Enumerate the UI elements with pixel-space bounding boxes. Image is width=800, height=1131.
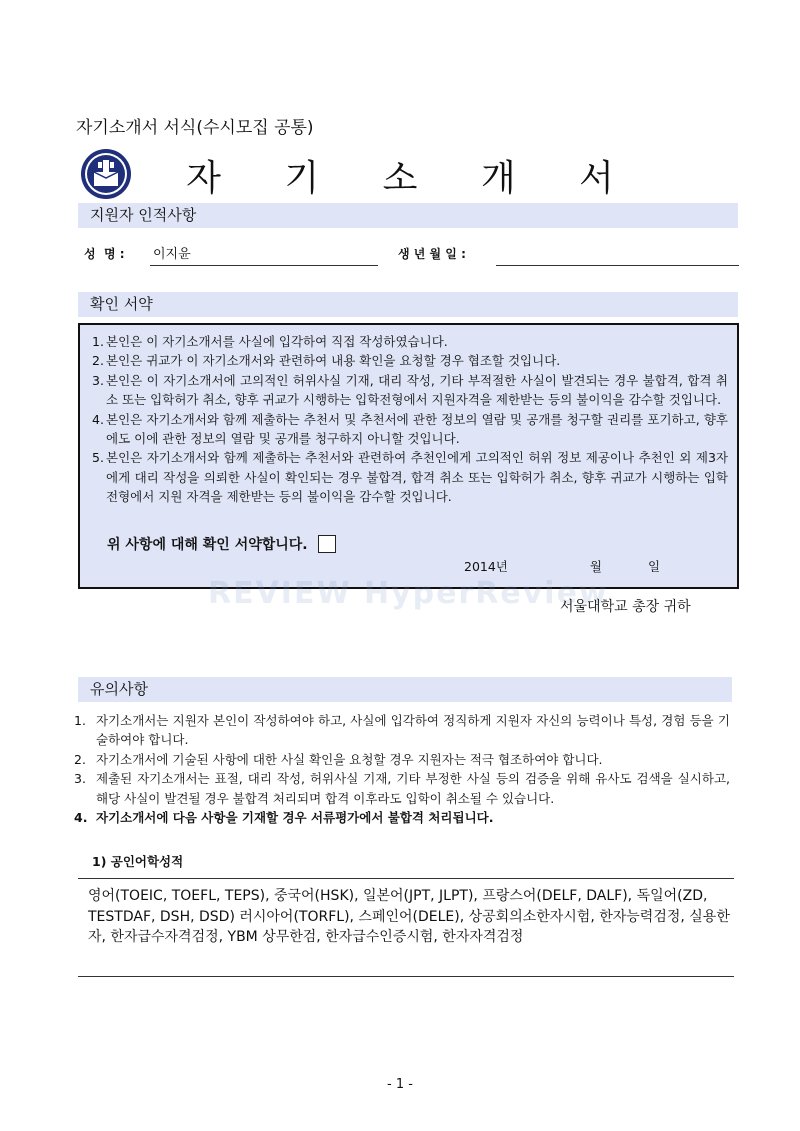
pledge-item: 3. 본인은 이 자기소개서에 고의적인 허위사실 기재, 대리 작성, 기타 부적절한 사실이 발견되는 경우 불합격, 합격 취소 또는 입학허가 취소, 향후 귀교가 시행하는 입학전형에서 지원자격을 제한받는 등의 불이익을 감수할 것입니다. xyxy=(92,372,728,408)
dob-field[interactable] xyxy=(496,265,739,266)
notice-item: 3. 제출된 자기소개서는 표절, 대리 작성, 허위사실 기재, 기타 부정한 사실 등의 검증을 위해 유사도 검색을 실시하고, 해당 사실이 발견될 경우 불합격 처리되며 합격 이후라도 입학이 취소될 수 있습니다. xyxy=(74,771,730,806)
name-underline xyxy=(150,265,378,266)
section-pledge: 확인 서약 xyxy=(78,292,738,317)
section-notice: 유의사항 xyxy=(78,677,732,702)
pledge-list xyxy=(92,332,728,507)
section-applicant-info: 지원자 인적사항 xyxy=(78,203,738,228)
document-title: 자 기 소 개 서 xyxy=(186,158,640,199)
notice-list xyxy=(74,711,730,827)
pledge-item: 2. 본인은 귀교가 이 자기소개서와 관련하여 내용 확인을 요청할 경우 협조할 것입니다. xyxy=(92,353,561,369)
form-label: 자기소개서 서식(수시모집 공통) xyxy=(76,118,314,138)
pledge-checkbox[interactable] xyxy=(318,535,336,553)
notice-item: 2. 자기소개서에 기술된 사항에 대한 사실 확인을 요청할 경우 지원자는 적극 협조하여야 합니다. xyxy=(74,751,603,767)
pledge-item: 4. 본인은 자기소개서와 함께 제출하는 추천서 및 추천서에 관한 정보의 열람 및 공개를 청구할 권리를 포기하고, 향후에도 이에 관한 정보의 열람 및 공개를 청구하지 아니할 것입니다. xyxy=(92,411,728,447)
pledge-item: 5. 본인은 자기소개서와 함께 제출하는 추천서와 관련하여 추천인에게 고의적인 허위 정보 제공이나 추천인 외 제3자에게 대리 작성을 의뢰한 사실이 확인되는 경우 불합격, 합격 취소 또는 입학허가 취소, 향후 귀교가 시행하는 입학전형에서 지원 자격을 제한받는 등의 불이익을 감수할 것입니다. xyxy=(92,450,728,505)
divider xyxy=(78,976,734,977)
pledge-item: 1. 본인은 이 자기소개서를 사실에 입각하여 직접 작성하였습니다. xyxy=(92,334,448,349)
date-day: 일 xyxy=(647,559,661,574)
name-value[interactable]: 이지윤 xyxy=(153,247,191,262)
name-label: 성 명 : xyxy=(84,247,125,261)
language-test-list: 영어(TOEIC, TOEFL, TEPS), 중국어(HSK), 일본어(JPT, JLPT), 프랑스어(DELF, DALF), 독일어(ZD, TESTDAF, DSH, DSD) 러시아어(TORFL), 스페인어(DELE), 상공회의소한자시험, 한자능력검정, 실용한자, 한자급수자격검정, YBM 상무한검, 한자급수인증시험, 한자자격검정 xyxy=(88,888,730,945)
pledge-date xyxy=(464,557,688,575)
pledge-confirm-text: 위 사항에 대해 확인 서약합니다. xyxy=(107,537,308,553)
addressee: 서울대학교 총장 귀하 xyxy=(560,599,691,615)
divider xyxy=(78,878,734,879)
notice-item: 4. 자기소개서에 다음 사항을 기재할 경우 서류평가에서 불합격 처리됩니다. xyxy=(74,810,494,826)
watermark: REVIEW HyperReview xyxy=(208,576,609,611)
page-number: - 1 - xyxy=(387,1077,413,1092)
notice-item: 1. 자기소개서는 지원자 본인이 작성하여야 하고, 사실에 입각하여 정직하게 지원자 자신의 능력이나 특성, 경험 등을 기술하여야 합니다. xyxy=(74,713,730,748)
sub-heading-language-scores: 1) 공인어학성적 xyxy=(92,854,184,869)
date-year: 2014년 xyxy=(464,559,508,574)
dob-label: 생 년 월 일 : xyxy=(398,247,466,261)
date-month: 월 xyxy=(589,559,602,574)
pledge-confirm xyxy=(107,534,336,554)
